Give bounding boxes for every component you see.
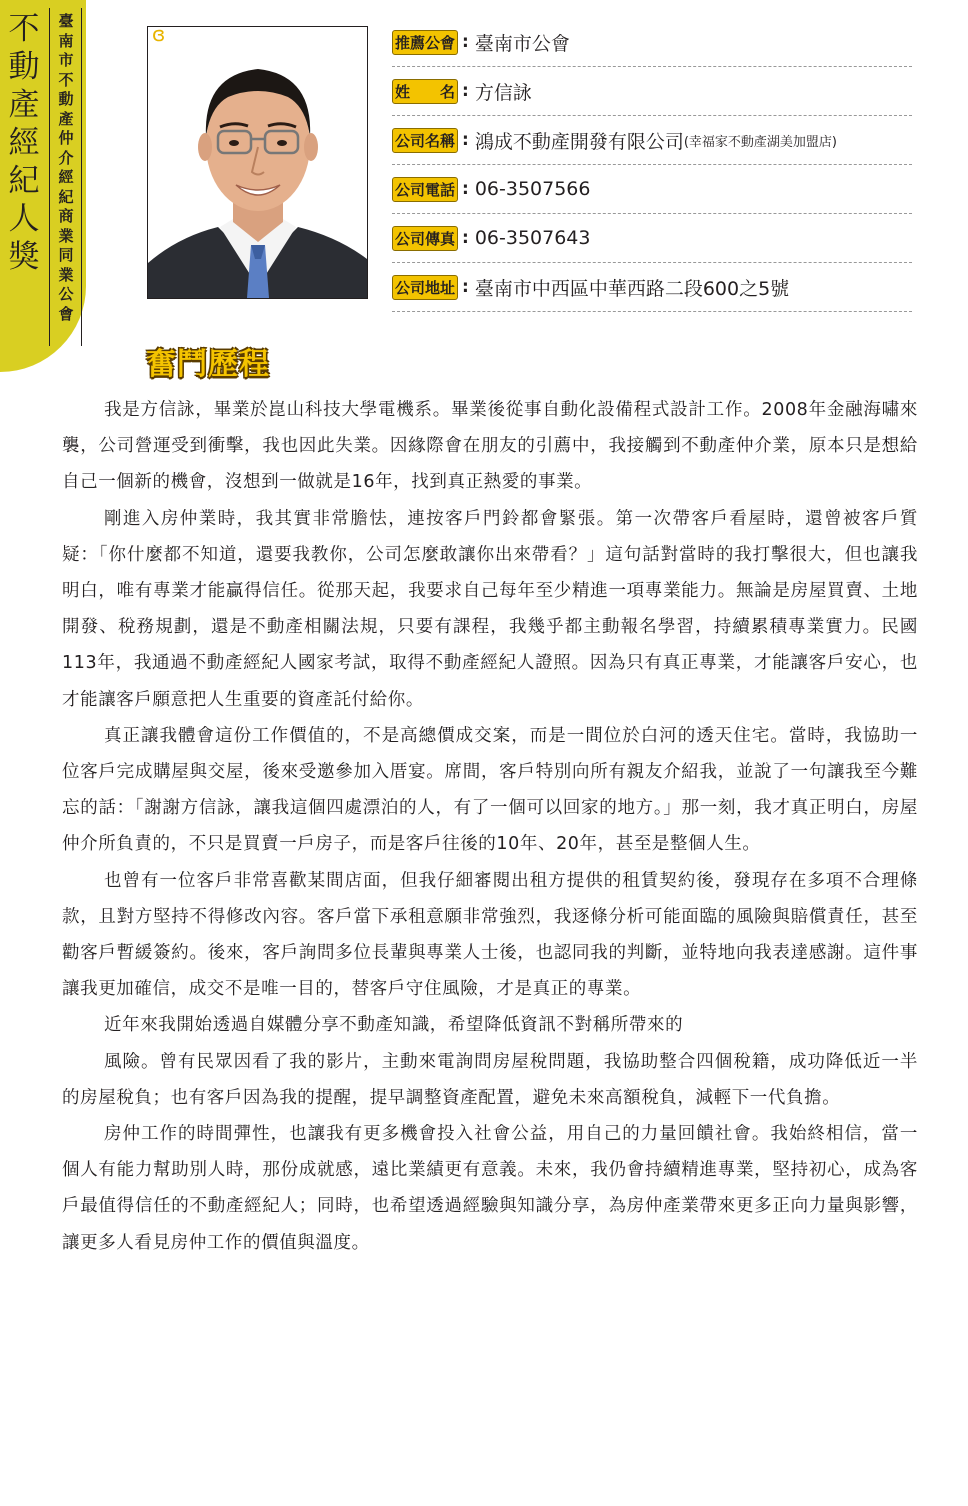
portrait-photo [147, 26, 368, 299]
story-paragraph: 也曾有一位客戶非常喜歡某間店面，但我仔細審閱出租方提供的租賃契約後，發現存在多項不合理條款，且對方堅持不得修改內容。客戶當下承租意願非常強烈，我逐條分析可能面臨的風險與賠償責任，甚至勸客戶暫緩簽約。後來，客戶詢問多位長輩與專業人士後，也認同我的判斷，並特地向我表達感謝。這件事讓我更加確信，成交不是唯一目的，替客戶守住風險，才是真正的專業。 [62, 870, 918, 1000]
story-paragraph: 真正讓我體會這份工作價值的，不是高總價成交案，而是一間位於白河的透天住宅。當時，我協助一位客戶完成購屋與交屋，後來受邀參加入厝宴。席間，客戶特別向所有親友介紹我，並說了一句讓我至今難忘的話：「謝謝方信詠，讓我這個四處漂泊的人，有了一個可以回家的地方。」那一刻，我才真正明白，房屋仲介所負責的，不只是買賣一戶房子，而是客戶往後的10年、20年，甚至是整個人生。 [62, 725, 918, 855]
story-paragraph: 風險。曾有民眾因看了我的影片，主動來電詢問房屋稅問題，我協助整合四個稅籍，成功降低近一半的房屋稅負；也有客戶因為我的提醒，提早調整資產配置，避免未來高額稅負，減輕下一代負擔。 [62, 1051, 918, 1108]
info-row-phone [392, 165, 912, 214]
info-note: (幸福家不動產湖美加盟店) [683, 134, 837, 150]
label-colon: : [462, 32, 469, 52]
story-body [62, 392, 918, 1261]
info-value: 06-3507643 [474, 227, 591, 249]
info-value: 臺南市公會 [474, 32, 570, 55]
story-paragraph: 近年來我開始透過自媒體分享不動產知識，希望降低資訊不對稱所帶來的 [104, 1015, 684, 1036]
label-colon: : [462, 228, 469, 248]
info-row-fax [392, 214, 912, 263]
association-name: 臺南市不動產仲介經紀商業同業公會 [58, 12, 74, 323]
info-label: 姓 名 [392, 79, 458, 104]
story-paragraph: 房仲工作的時間彈性，也讓我有更多機會投入社會公益，用自己的力量回饋社會。我始終相信，當一個人有能力幫助別人時，那份成就感，遠比業績更有意義。未來，我仍會持續精進專業，堅持初心，成為客戶最值得信任的不動產經紀人；同時，也希望透過經驗與知識分享，為房仲產業帶來更多正向力量與影響，讓更多人看見房仲工作的價值與溫度。 [62, 1124, 918, 1253]
info-value: 臺南市中西區中華西路二段600之5號 [474, 277, 790, 300]
label-colon: : [462, 130, 469, 150]
info-label: 公司電話 [392, 177, 458, 202]
sidebar-tab [0, 0, 86, 372]
story-paragraph: 剛進入房仲業時，我其實非常膽怯，連按客戶門鈴都會緊張。第一次帶客戶看屋時，還曾被客戶質疑：「你什麼都不知道，還要我教你，公司怎麼敢讓你出來帶看？」這句話對當時的我打擊很大，但也讓我明白，唯有專業才能贏得信任。從那天起，我要求自己每年至少精進一項專業能力。無論是房屋買賣、土地開發、稅務規劃，還是不動產相關法規，只要有課程，我幾乎都主動報名學習，持續累積專業實力。民國113年，我通過不動產經紀人國家考試，取得不動產經紀人證照。因為只有真正專業，才能讓客戶安心，也才能讓客戶願意把人生重要的資產託付給你。 [62, 508, 918, 710]
info-row-association [392, 18, 912, 67]
info-label: 公司傳真 [392, 226, 458, 251]
info-row-name [392, 67, 912, 116]
label-colon: : [462, 277, 469, 297]
info-row-company [392, 116, 912, 165]
profile-info [392, 18, 912, 312]
info-row-address [392, 263, 912, 312]
info-label: 公司名稱 [392, 128, 458, 153]
info-label: 推薦公會 [392, 30, 458, 55]
label-colon: : [462, 179, 469, 199]
frame-corner-mark: ɞ [152, 22, 166, 46]
info-value: 鴻成不動產開發有限公司 [474, 130, 684, 153]
label-colon: : [462, 81, 469, 101]
sidebar-divider-right [81, 8, 82, 346]
info-value: 方信詠 [474, 81, 532, 104]
section-heading: 奮鬥歷程 [146, 347, 270, 382]
story-paragraph: 我是方信詠，畢業於崑山科技大學電機系。畢業後從事自動化設備程式設計工作。2008年金融海嘯來襲，公司營運受到衝擊，我也因此失業。因緣際會在朋友的引薦中，我接觸到不動產仲介業，原本只是想給自己一個新的機會，沒想到一做就是16年，找到真正熱愛的事業。 [62, 400, 918, 493]
info-value: 06-3507566 [474, 178, 591, 200]
sidebar-divider [49, 8, 50, 346]
award-title: 不動產經紀人獎 [8, 11, 40, 275]
info-label: 公司地址 [392, 275, 458, 300]
